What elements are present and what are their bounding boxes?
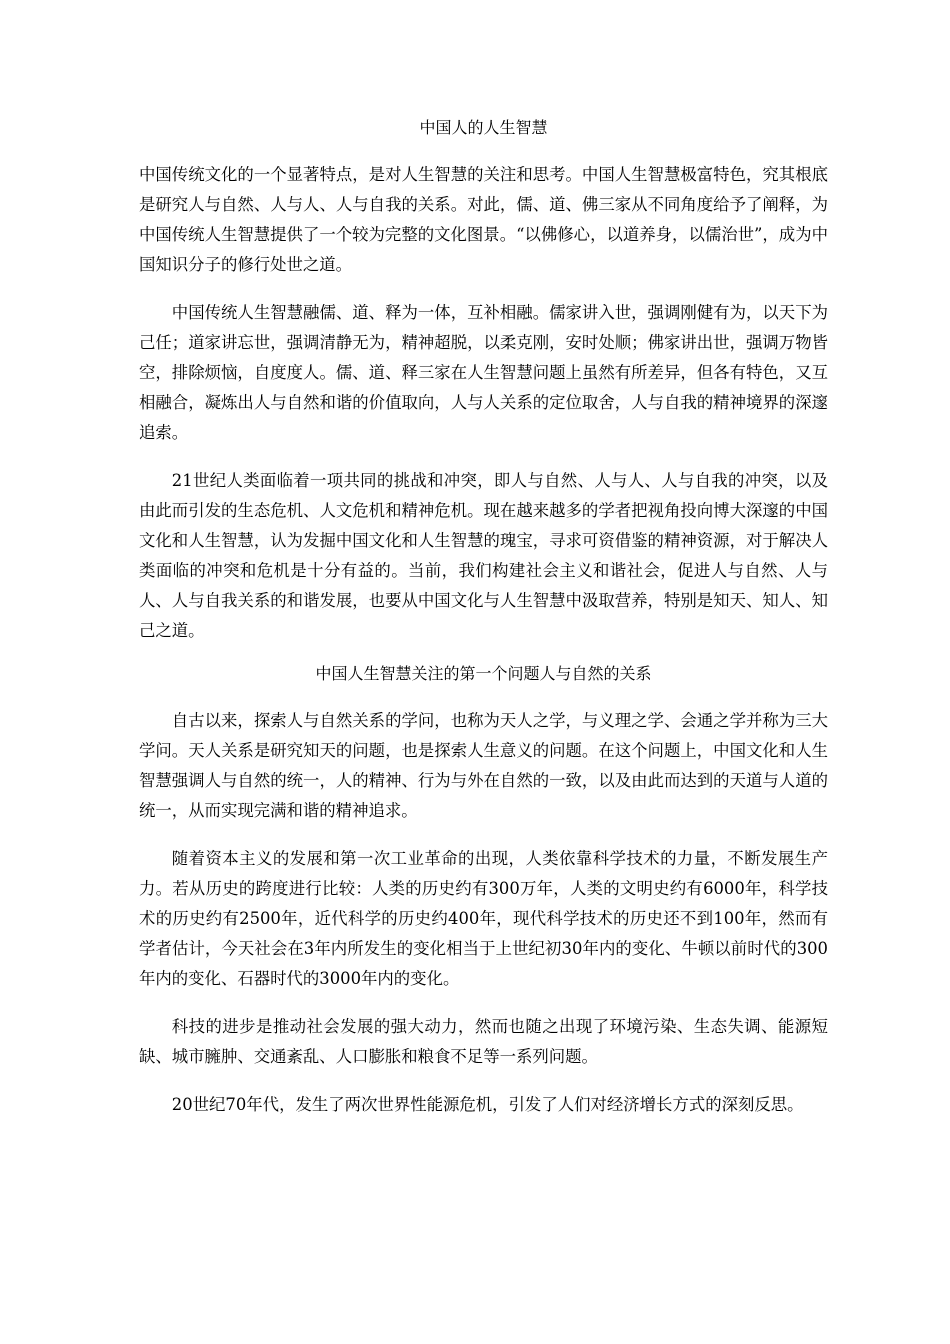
intro-paragraph-3: 21世纪人类面临着一项共同的挑战和冲突，即人与自然、人与人、人与自我的冲突，以及由此而引发的生态危机、人文危机和精神危机。现在越来越多的学者把视角投向博大深邃的中国文化和人生智慧，认为发掘中国文化和人生智慧的瑰宝，寻求可资借鉴的精神资源，对于解决人类面临的冲突和危机是十分有益的。当前，我们构建社会主义和谐社会，促进人与自然、人与人、人与自我关系的和谐发展，也要从中国文化与人生智慧中汲取营养，特别是知天、知人、知己之道。 xyxy=(139,471,828,640)
section-paragraph-1: 自古以来，探索人与自然关系的学问，也称为天人之学，与义理之学、会通之学并称为三大学问。天人关系是研究知天的问题，也是探索人生意义的问题。在这个问题上，中国文化和人生智慧强调人与自然的统一，人的精神、行为与外在自然的一致，以及由此而达到的天道与人道的统一，从而实现完满和谐的精神追求。 xyxy=(139,711,828,820)
document-title: 中国人的人生智慧 xyxy=(419,118,548,137)
intro-paragraph-1: 中国传统文化的一个显著特点，是对人生智慧的关注和思考。中国人生智慧极富特色，究其根底是研究人与自然、人与人、人与自我的关系。对此，儒、道、佛三家从不同角度给予了阐释，为中国传统人生智慧提供了一个较为完整的文化图景。“以佛修心，以道养身，以儒治世”，成为中国知识分子的修行处世之道。 xyxy=(139,165,828,274)
section-paragraph-2: 随着资本主义的发展和第一次工业革命的出现，人类依靠科学技术的力量，不断发展生产力。若从历史的跨度进行比较：人类的历史约有300万年，人类的文明史约有6000年，科学技术的历史约有2500年，近代科学的历史约400年，现代科学技术的历史还不到100年，然而有学者估计，今天社会在3年内所发生的变化相当于上世纪初30年内的变化、牛顿以前时代的300年内的变化、石器时代的3000年内的变化。 xyxy=(139,849,828,988)
section-paragraph-4: 20世纪70年代，发生了两次世界性能源危机，引发了人们对经济增长方式的深刻反思。 xyxy=(171,1095,804,1114)
document-page xyxy=(139,118,828,1138)
section-paragraph-3: 科技的进步是推动社会发展的强大动力，然而也随之出现了环境污染、生态失调、能源短缺、城市臃肿、交通紊乱、人口膨胀和粮食不足等一系列问题。 xyxy=(139,1017,828,1066)
intro-paragraph-2: 中国传统人生智慧融儒、道、释为一体，互补相融。儒家讲入世，强调刚健有为，以天下为己任；道家讲忘世，强调清静无为，精神超脱，以柔克刚，安时处顺；佛家讲出世，强调万物皆空，排除烦恼，自度度人。儒、道、释三家在人生智慧问题上虽然有所差异，但各有特色，又互相融合，凝炼出人与自然和谐的价值取向，人与人关系的定位取舍，人与自我的精神境界的深邃追索。 xyxy=(139,303,828,442)
section-heading: 中国人生智慧关注的第一个问题人与自然的关系 xyxy=(315,664,652,683)
